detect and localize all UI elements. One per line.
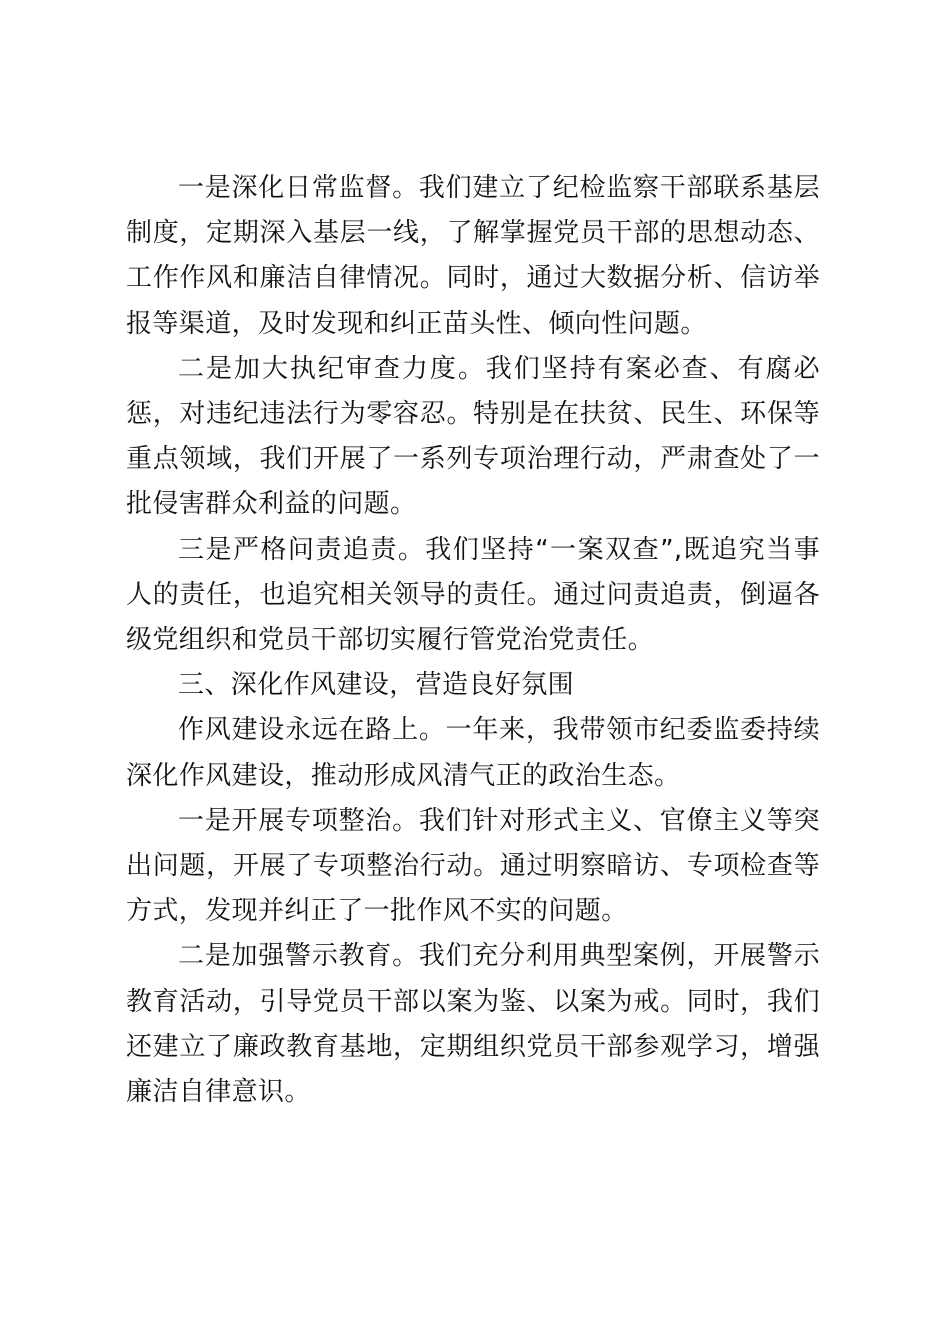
paragraph-work-style-intro: 作风建设永远在路上。一年来，我带领市纪委监委持续深化作风建设，推动形成风清气正的政治生态。	[126, 715, 820, 791]
paragraph-discipline-review: 二是加大执纪审查力度。我们坚持有案必查、有腐必惩，对违纪违法行为零容忍。特别是在扶贫、民生、环保等重点领域，我们开展了一系列专项治理行动，严肃查处了一批侵害群众利益的问题。	[126, 353, 820, 520]
document-body	[126, 166, 820, 1115]
paragraph-warning-education: 二是加强警示教育。我们充分利用典型案例，开展警示教育活动，引导党员干部以案为鉴、以案为戒。同时，我们还建立了廉政教育基地，定期组织党员干部参观学习，增强廉洁自律意识。	[126, 941, 820, 1108]
paragraph-accountability: 三是严格问责追责。我们坚持“一案双查”,既追究当事人的责任，也追究相关领导的责任。通过问责追责，倒逼各级党组织和党员干部切实履行管党治党责任。	[126, 534, 820, 656]
paragraph-daily-supervision: 一是深化日常监督。我们建立了纪检监察干部联系基层制度，定期深入基层一线，了解掌握党员干部的思想动态、工作作风和廉洁自律情况。同时，通过大数据分析、信访举报等渠道，及时发现和纠正苗头性、倾向性问题。	[126, 173, 820, 339]
paragraph-special-rectification: 一是开展专项整治。我们针对形式主义、官僚主义等突出问题，开展了专项整治行动。通过明察暗访、专项检查等方式，发现并纠正了一批作风不实的问题。	[126, 805, 820, 927]
section-heading-work-style: 三、深化作风建设，营造良好氛围	[178, 670, 575, 701]
